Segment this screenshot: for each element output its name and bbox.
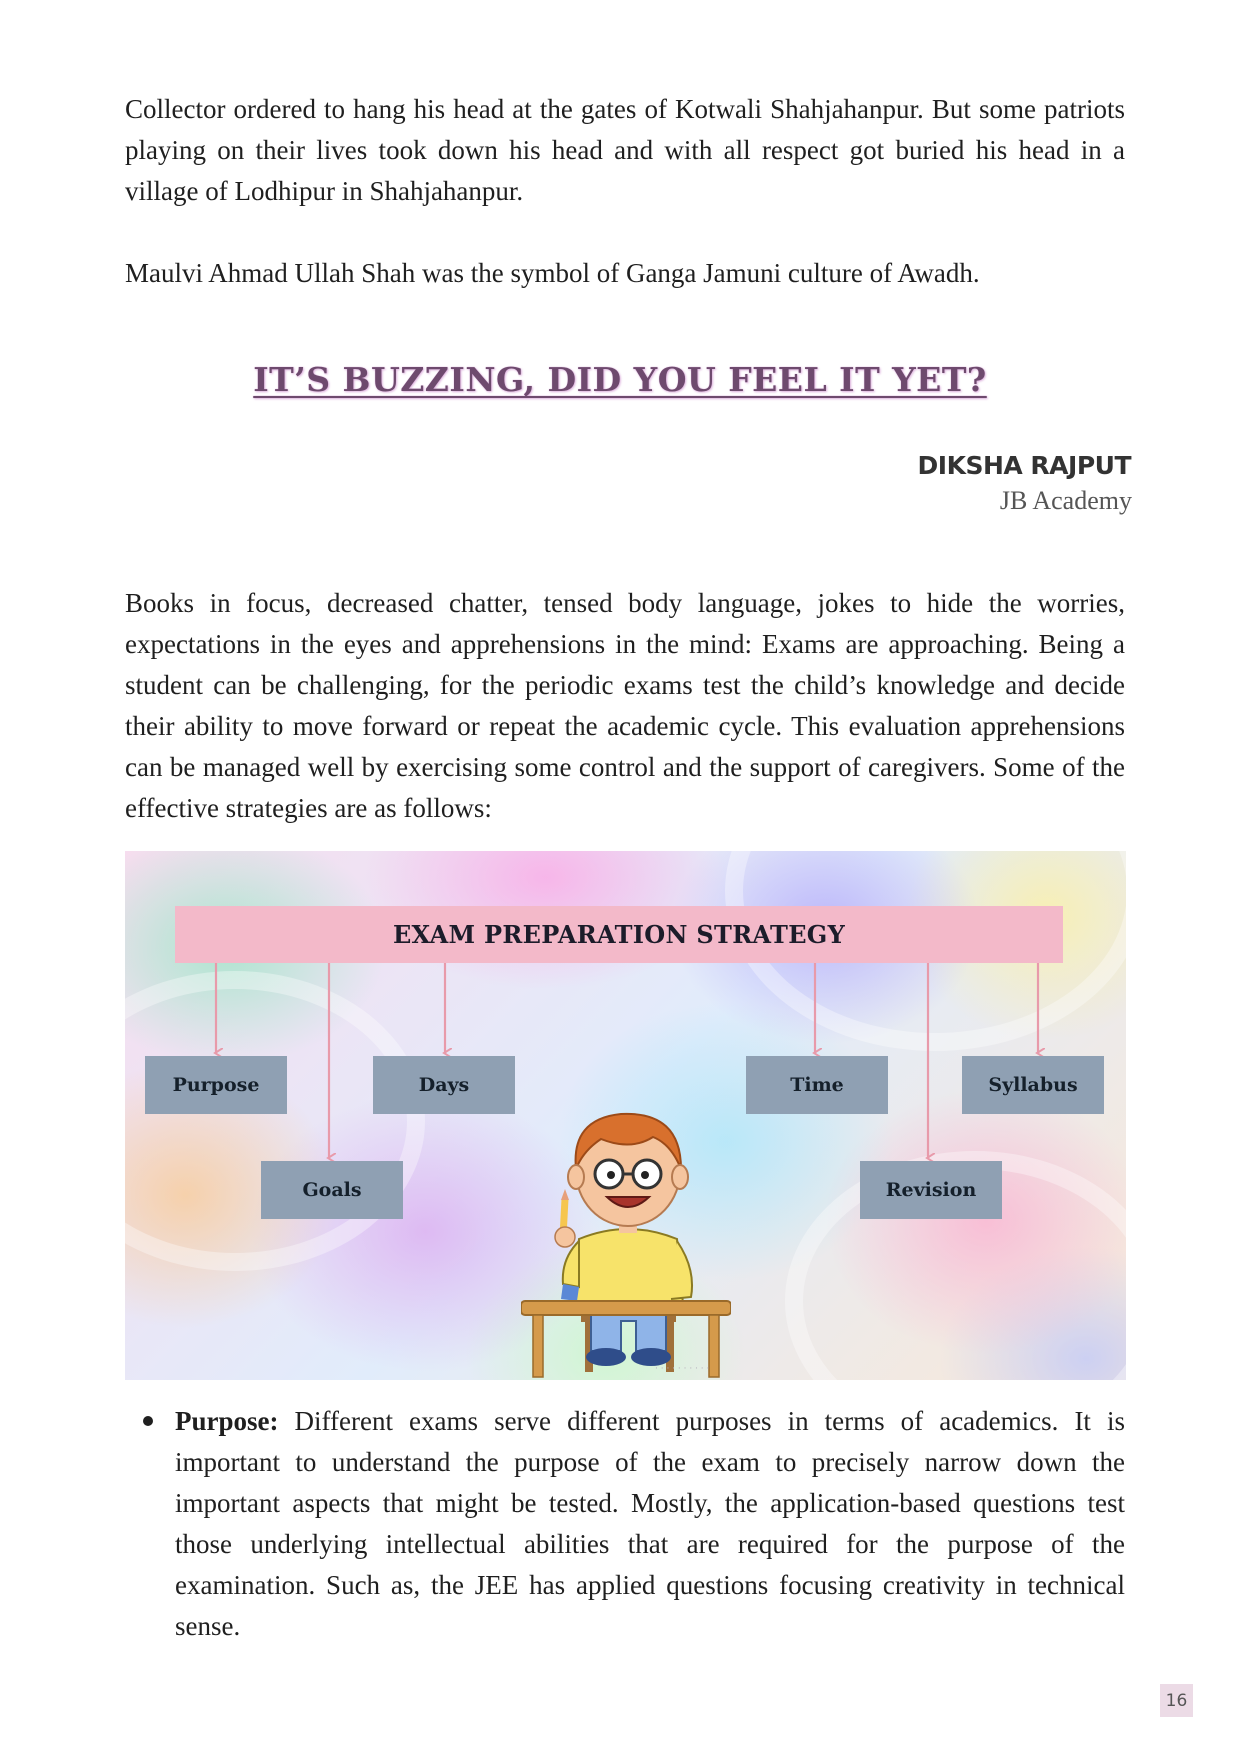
list-item — [125, 1401, 1125, 1647]
author-name: DIKSHA RAJPUT — [917, 451, 1131, 480]
student-illustration — [521, 1089, 731, 1379]
strategy-list — [125, 1401, 1125, 1647]
bullet-icon — [143, 1416, 153, 1426]
intro-paragraph-1: Collector ordered to hang his head at the gates of Kotwali Shahjahanpur. But some patriots playing on their lives took down his head and with all respect got buried his head in a village of Lodhipur in Shahjahanpur. — [125, 94, 1125, 206]
list-item-term: Purpose: — [175, 1406, 279, 1436]
article-title: IT’S BUZZING, DID YOU FEEL IT YET? — [253, 360, 987, 399]
box-syllabus: Syllabus — [962, 1056, 1104, 1114]
author-school: JB Academy — [999, 486, 1132, 515]
box-time: Time — [746, 1056, 888, 1114]
box-revision: Revision — [860, 1161, 1002, 1219]
box-purpose: Purpose — [145, 1056, 287, 1114]
box-goals: Goals — [261, 1161, 403, 1219]
article-body-paragraph: Books in focus, decreased chatter, tensed body language, jokes to hide the worries, expectations in the eyes and apprehensions in the mind: Exams are approaching. Being a student can be challenging, for the periodic exams test the child’s knowledge and decide their ability to move forward or repeat the academic cycle. This evaluation apprehensions can be managed well by exercising some control and the support of caregivers. Some of the effective strategies are as follows: — [125, 588, 1125, 823]
intro-paragraph-2: Maulvi Ahmad Ullah Shah was the symbol of Ganga Jamuni culture of Awadh. — [125, 258, 980, 288]
image-watermark: · · · · · · · · · · — [655, 1364, 710, 1374]
box-days: Days — [373, 1056, 515, 1114]
exam-strategy-diagram — [125, 851, 1126, 1380]
page-number: 16 — [1160, 1684, 1193, 1717]
diagram-title: EXAM PREPARATION STRATEGY — [175, 906, 1063, 963]
list-item-text: Different exams serve different purposes in terms of academics. It is important to understand the purpose of the exam to precisely narrow down the important aspects that might be tested. Mostly, the application-based questions test those underlying intellectual abilities that are required for the purpose of the examination. Such as, the JEE has applied questions focusing creativity in technical sense. — [175, 1406, 1125, 1641]
